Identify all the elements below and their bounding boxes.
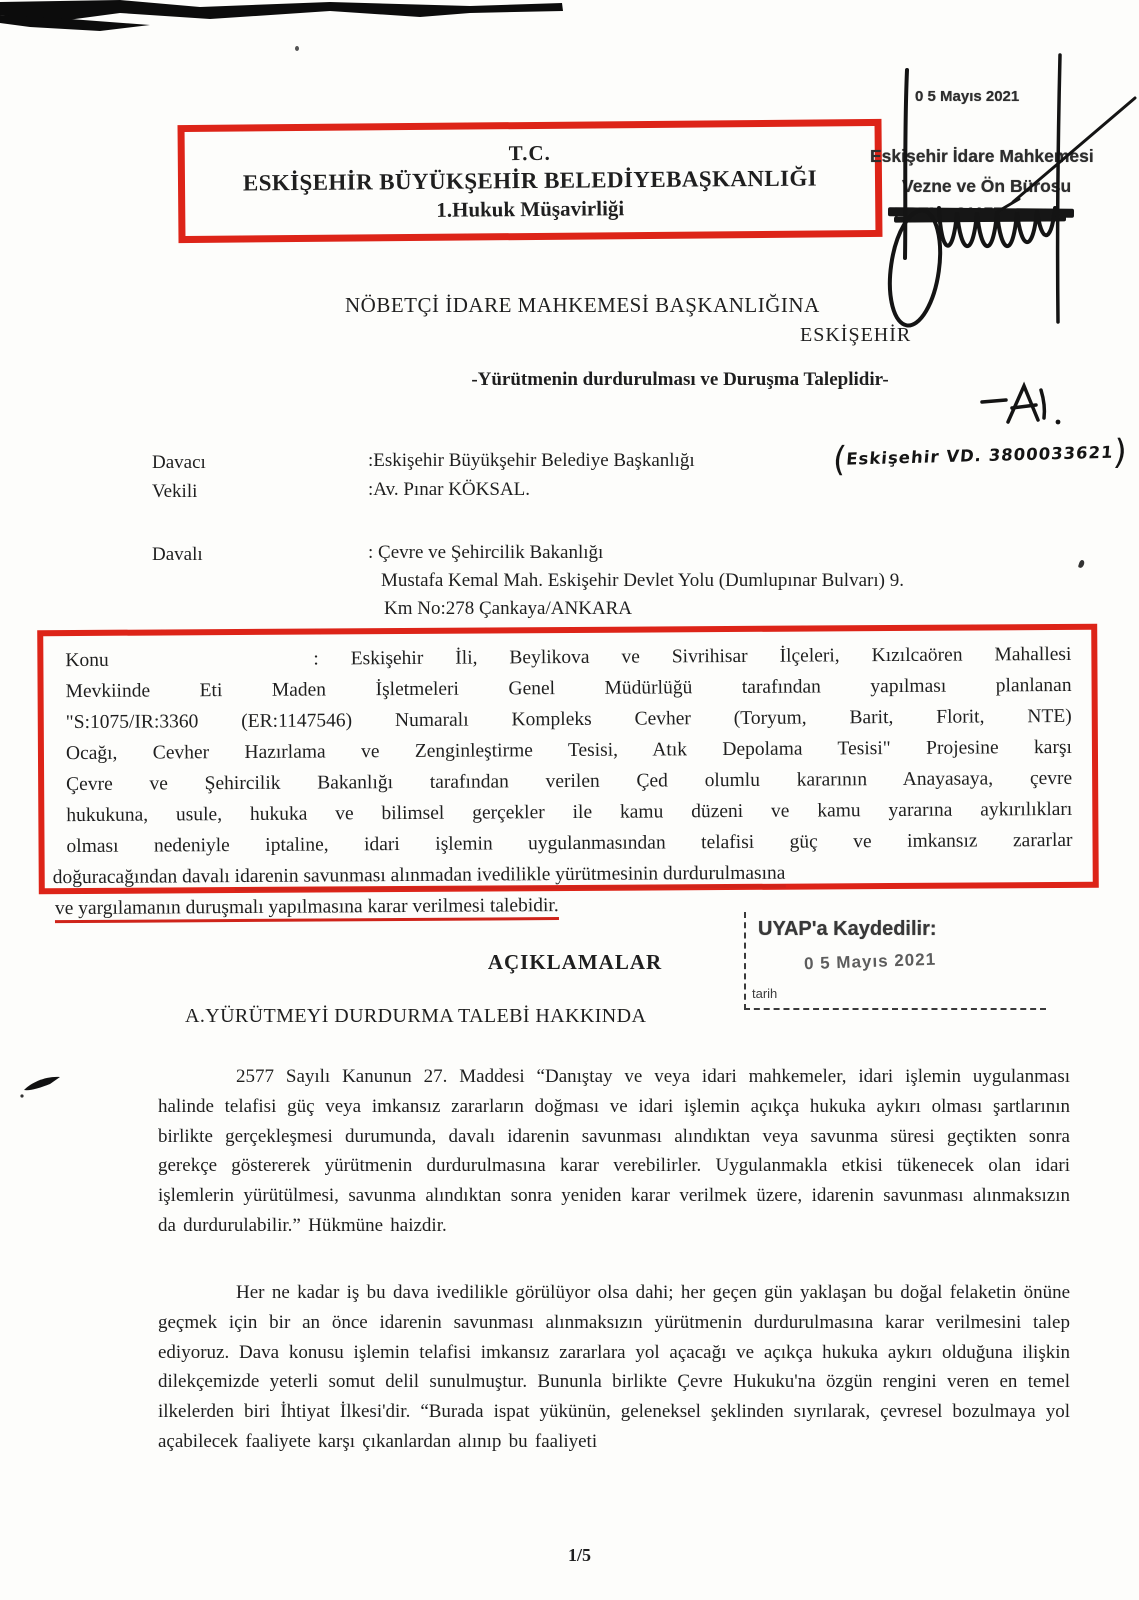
page-number: 1/5 [568,1545,592,1565]
subject-matter-box [37,624,1099,920]
subject-line: -Yürütmenin durdurulması ve Duruşma Taleplidir- [471,369,889,390]
davaci-value: :Eskişehir Büyükşehir Belediye Başkanlığı [368,450,695,471]
margin-pen-mark [16,1068,72,1102]
letterhead-box [177,119,882,243]
davali-address-line1: Mustafa Kemal Mah. Eskişehir Devlet Yolu (Dumlupınar Bulvarı) 9. [381,570,904,591]
uyap-title: UYAP'a Kaydedilir: [758,918,937,940]
konu-line7: olması nedeniyle iptaline, idari işlemin uygulanmasından telafisi güç ve imkansız zararlar [66,829,1073,858]
paragraph-2: Her ne kadar iş bu dava ivedilikle görülüyor olsa dahi; her geçen gün yaklaşan bu doğal felaketin önüne geçmek için bir an önce idarenin savunması alınmaksızın yürütmenin durdurulmasına karar verilmesini talep ediyoruz. Dava konusu işlemin telafisi imkansız zararlara yol açacağı ve açıkça hukuka aykırı olduğuna ilişkin dilekçemizde yeterli somut delil sunulmuştur. Bununla birlikte Çevre Hukuku'na özgün rengini veren en temel ilkelerden biri İhtiyat İlkesi'dir. “Burada ispat yükünün, geleneksel şeklinden sıyrılarak, çevresel bozulmaya yol açabilecek faaliyete karşı çıkanlardan alınıp bu faaliyeti [158,1282,1070,1452]
konu-line5: Çevre ve Şehircilik Bakanlığı tarafından verilen Çed olumlu kararının Anayasaya, çevre [66,767,1073,796]
note-open-paren: ( [831,439,848,481]
davali-address-line2: Km No:278 Çankaya/ANKARA [384,598,633,619]
uyap-tarih-label: tarih [752,986,778,1001]
scan-speck-comma [1078,559,1085,568]
scan-speck [295,46,299,51]
addressee-city: ESKİŞEHİR [800,324,912,346]
handwritten-tax-note [831,432,1128,480]
konu-line3: "S:1075/IR:3360 (ER:1147546) Numaralı Kompleks Cevher (Toryum, Barit, Florit, NTE) [65,705,1072,734]
letterhead-unit: 1.Hukuk Müşavirliği [436,195,625,222]
konu-line1: : Eskişehir İli, Beylikova ve Sivrihisar İlçeleri, Kızılcaören Mahallesi [313,643,1072,670]
intake-stamp-court: Eskişehir İdare Mahkemesi [870,146,1094,166]
konu-line8-underlined: idarenin savunması alınmadan ivedilikle yürütmesinin durdurulmasına [235,863,786,891]
konu-line2: Mevkiinde Eti Maden İşletmeleri Genel Müdürlüğü tarafından yapılması planlanan [65,674,1072,703]
scan-artifact-band [0,0,580,40]
davali-label: Davalı [152,544,203,565]
konu-label: Konu [65,649,109,672]
davaci-label: Davacı [152,452,206,473]
davali-value: : Çevre ve Şehircilik Bakanlığı [368,542,604,563]
konu-line9-underlined: ve yargılamanın duruşmalı yapılmasına karar verilmesi talebidir. [55,895,559,923]
signature-scribble [845,50,1139,350]
letterhead-country: T.C. [508,140,551,165]
note-close-paren: ) [1111,432,1129,473]
intake-stamp-office: Vezne ve Ön Bürosu [902,176,1072,196]
uyap-date: 0 5 Mayıs 2021 [803,949,937,974]
konu-line6: hukukuna, usule, hukuka ve bilimsel gerçekler ile kamu düzeni ve kamu yararına aykırılıkları [66,798,1073,827]
intake-stamp-date: 0 5 Mayıs 2021 [915,88,1020,105]
vekili-label: Vekili [152,481,198,502]
paragraph-1: 2577 Sayılı Kanunun 27. Maddesi “Danıştay ve veya idari mahkemeler, idari işlemin uygulanması halinde telafisi güç veya imkansız zararların doğması ve idari işlemin açıkça hukuka aykırı olması şartlarının birlikte gerçekleşmesi durumunda, davalı idarenin savunması alındıktan veya savunma süresi geçtikten sonra gerekçe göstererek yürütmenin durdurulmasına karar verebilirler. Uygulanmakla etkisi tükenecek olan idari işlemlerin yürütülmesi, savunma alındıktan sonra yeniden karar verilmek üzere, idarenin savunması alınmaksızın da durdurulabilir.” Hükmüne haizdir. [158,1066,1070,1236]
paraph-mark [978,378,1074,434]
konu-line4: Ocağı, Cevher Hazırlama ve Zenginleştirme Tesisi, Atık Depolama Tesisi" Projesine karşı [65,736,1073,765]
aciklamalar-heading: AÇIKLAMALAR [487,950,663,974]
konu-line8-pre: doğuracağından davalı [52,866,235,889]
section-a-heading: A.YÜRÜTMEYİ DURDURMA TALEBİ HAKKINDA [185,1005,647,1027]
note-text: Eskişehir VD. 3800033621 [845,442,1115,469]
addressee-line: NÖBETÇİ İDARE MAHKEMESİ BAŞKANLIĞINA [345,293,820,317]
vekili-value: :Av. Pınar KÖKSAL. [368,479,531,500]
letterhead-org: ESKİŞEHİR BÜYÜKŞEHİR BELEDİYEBAŞKANLIĞI [242,164,818,196]
